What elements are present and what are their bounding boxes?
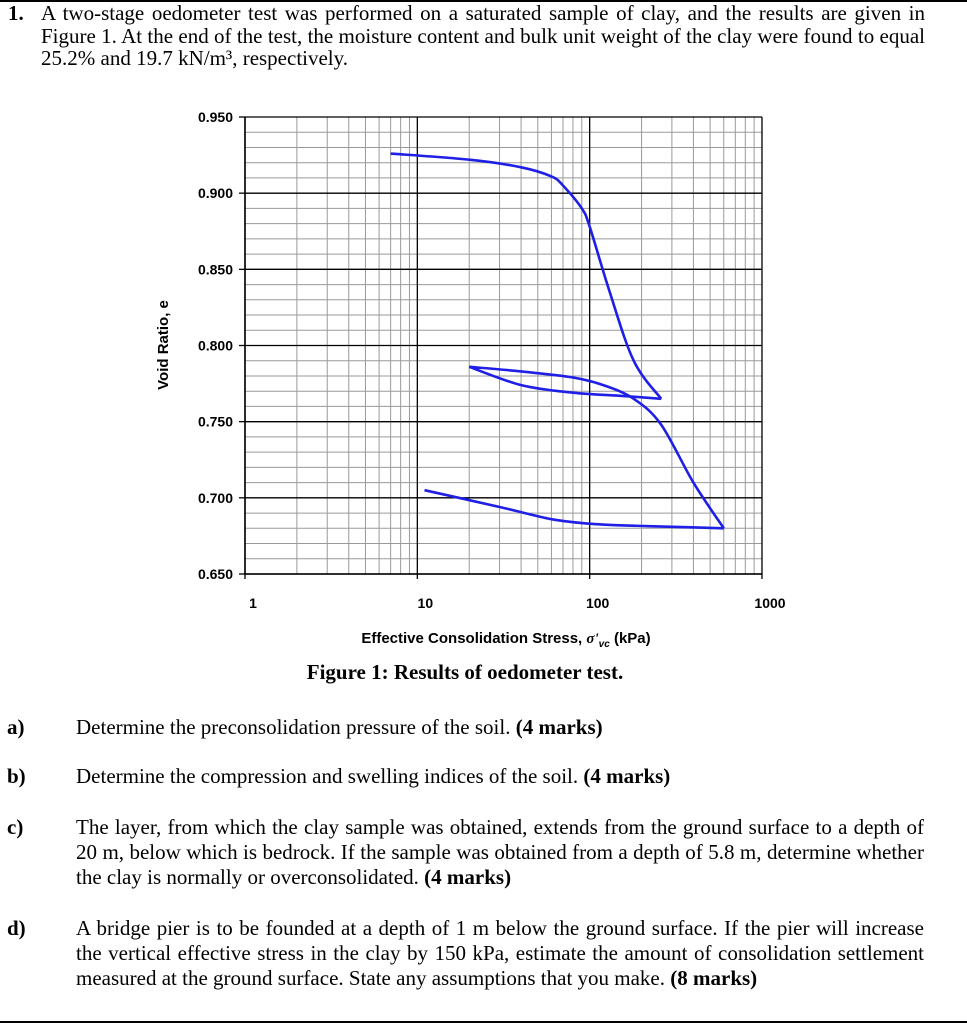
part-a-label: a) [7, 715, 25, 739]
x-tick-label: 10 [417, 595, 434, 611]
chart-major-grid [245, 117, 762, 574]
part-c-marks: (4 marks) [424, 865, 512, 889]
x-axis-label-unit: (kPa) [609, 630, 651, 647]
part-b-text: Determine the compression and swelling indices of the soil. [76, 764, 584, 788]
part-c-body [76, 815, 924, 890]
chart-series [391, 154, 724, 529]
x-tick-label: 1000 [754, 595, 786, 611]
question-text: A two-stage oedometer test was performed on a saturated sample of clay, and the results are given in Figure 1. At the end of the test, the moisture content and bulk unit weight of the clay were found to equal 25.2% and 19.7 kN/m³, respectively. [41, 1, 925, 70]
part-a-text: Determine the preconsolidation pressure of the soil. [76, 715, 516, 739]
x-tick-labels [249, 595, 786, 611]
x-axis-label [361, 630, 650, 650]
part-d-body [76, 916, 924, 991]
chart-axes [239, 117, 762, 579]
y-tick-label: 0.700 [197, 489, 233, 506]
y-tick-label: 0.800 [197, 337, 233, 354]
part-c-text: The layer, from which the clay sample was obtained, extends from the ground surface to a depth of 20 m, below which is bedrock. If the sample was obtained from a depth of 5.8 m, determine whether the clay is normally or overconsolidated. [76, 815, 924, 889]
y-axis-label: Void Ratio, e [155, 300, 172, 390]
x-axis-label-sub: vc [598, 639, 610, 650]
question-number: 1. [8, 1, 24, 25]
x-tick-label: 100 [585, 595, 610, 611]
y-tick-label: 0.750 [197, 413, 233, 430]
x-tick-label: 1 [249, 595, 257, 611]
y-tick-label: 0.650 [197, 566, 233, 582]
figure-caption: Figure 1: Results of oedometer test. [306, 660, 624, 684]
part-c-label: c) [7, 815, 24, 839]
x-axis-label-sigma: σ' [586, 631, 599, 647]
y-tick-label: 0.900 [197, 185, 233, 202]
part-d-text: A bridge pier is to be founded at a depth of 1 m below the ground surface. If the pier will increase the vertical effective stress in the clay by 150 kPa, estimate the amount of consolidation settlement measured at the ground surface. State any assumptions that you make. [76, 916, 924, 990]
part-a-marks: (4 marks) [515, 715, 603, 739]
bottom-rule [0, 1021, 967, 1023]
y-tick-label: 0.950 [197, 109, 233, 125]
part-b-marks: (4 marks) [583, 764, 671, 788]
part-a-body [76, 715, 924, 740]
series-line-2 [469, 367, 661, 399]
part-b-label: b) [7, 764, 26, 788]
series-line-1 [391, 154, 662, 399]
y-tick-labels [198, 109, 233, 582]
x-axis-label-main: Effective Consolidation Stress, [361, 630, 587, 647]
part-d-marks: (8 marks) [670, 966, 758, 990]
y-tick-label: 0.850 [197, 261, 233, 278]
part-d-label: d) [7, 916, 26, 940]
part-b-body [76, 764, 924, 789]
